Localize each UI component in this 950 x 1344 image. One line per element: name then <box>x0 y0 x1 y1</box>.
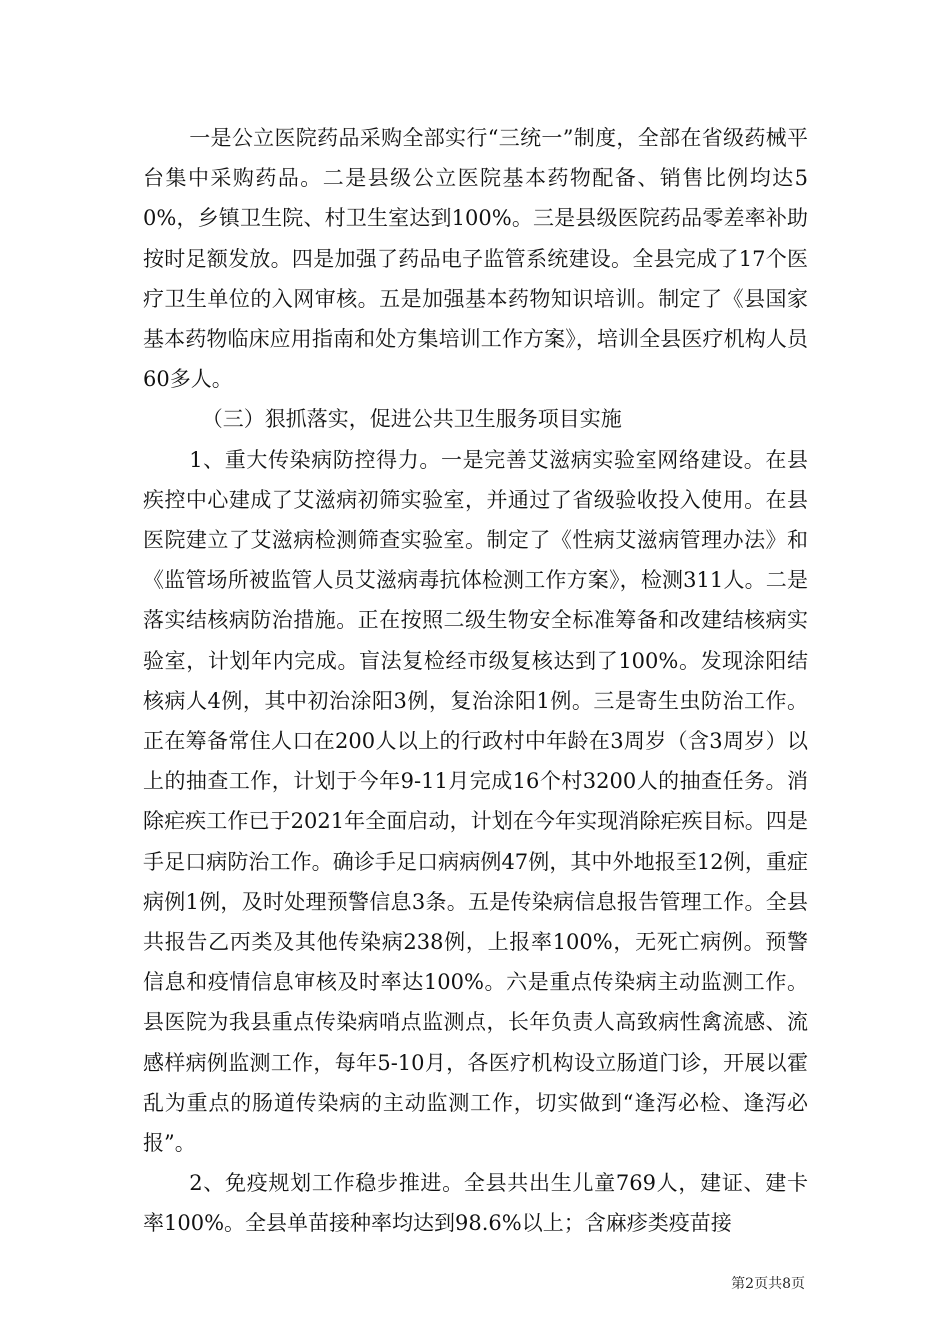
paragraph-infectious-disease: 1、重大传染病防控得力。一是完善艾滋病实验室网络建设。在县疾控中心建成了艾滋病初筛实验室，并通过了省级验收投入使用。在县医院建立了艾滋病检测筛查实验室。制定了《性病艾滋病管理办法》和《监管场所被监管人员艾滋病毒抗体检测工作方案》，检测311人。二是落实结核病防治措施。正在按照二级生物安全标准筹备和改建结核病实验室，计划年内完成。盲法复检经市级复核达到了100%。发现涂阳结核病人4例，其中初治涂阳3例，复治涂阳1例。三是寄生虫防治工作。正在筹备常住人口在200人以上的行政村中年龄在3周岁（含3周岁）以上的抽查工作，计划于今年9-11月完成16个村3200人的抽查任务。消除疟疾工作已于2021年全面启动，计划在今年实现消除疟疾目标。四是手足口病防治工作。确诊手足口病病例47例，其中外地报至12例，重症病例1例，及时处理预警信息3条。五是传染病信息报告管理工作。全县共报告乙丙类及其他传染病238例，上报率100%，无死亡病例。预警信息和疫情信息审核及时率达100%。六是重点传染病主动监测工作。县医院为我县重点传染病哨点监测点，长年负责人高致病性禽流感、流感样病例监测工作，每年5-10月，各医疗机构设立肠道门诊，开展以霍乱为重点的肠道传染病的主动监测工作，切实做到“逢泻必检、逢泻必报”。 <box>143 447 808 1156</box>
paragraph-drug-procurement: 一是公立医院药品采购全部实行“三统一”制度，全部在省级药械平台集中采购药品。二是县级公立医院基本药物配备、销售比例均达50%，乡镇卫生院、村卫生室达到100%。三是县级医院药品零差率补助按时足额发放。四是加强了药品电子监管系统建设。全县完成了17个医疗卫生单位的入网审核。五是加强基本药物知识培训。制定了《县国家基本药物临床应用指南和处方集培训工作方案》，培训全县医疗机构人员60多人。 <box>143 126 808 392</box>
document-body <box>143 118 808 1244</box>
section-heading: （三）狠抓落实，促进公共卫生服务项目实施 <box>201 407 622 432</box>
paragraph-immunization: 2、免疫规划工作稳步推进。全县共出生儿童769人，建证、建卡率100%。全县单苗接种率均达到98.6%以上；含麻疹类疫苗接 <box>143 1171 808 1236</box>
page-number: 第2页共8页 <box>731 1276 805 1292</box>
